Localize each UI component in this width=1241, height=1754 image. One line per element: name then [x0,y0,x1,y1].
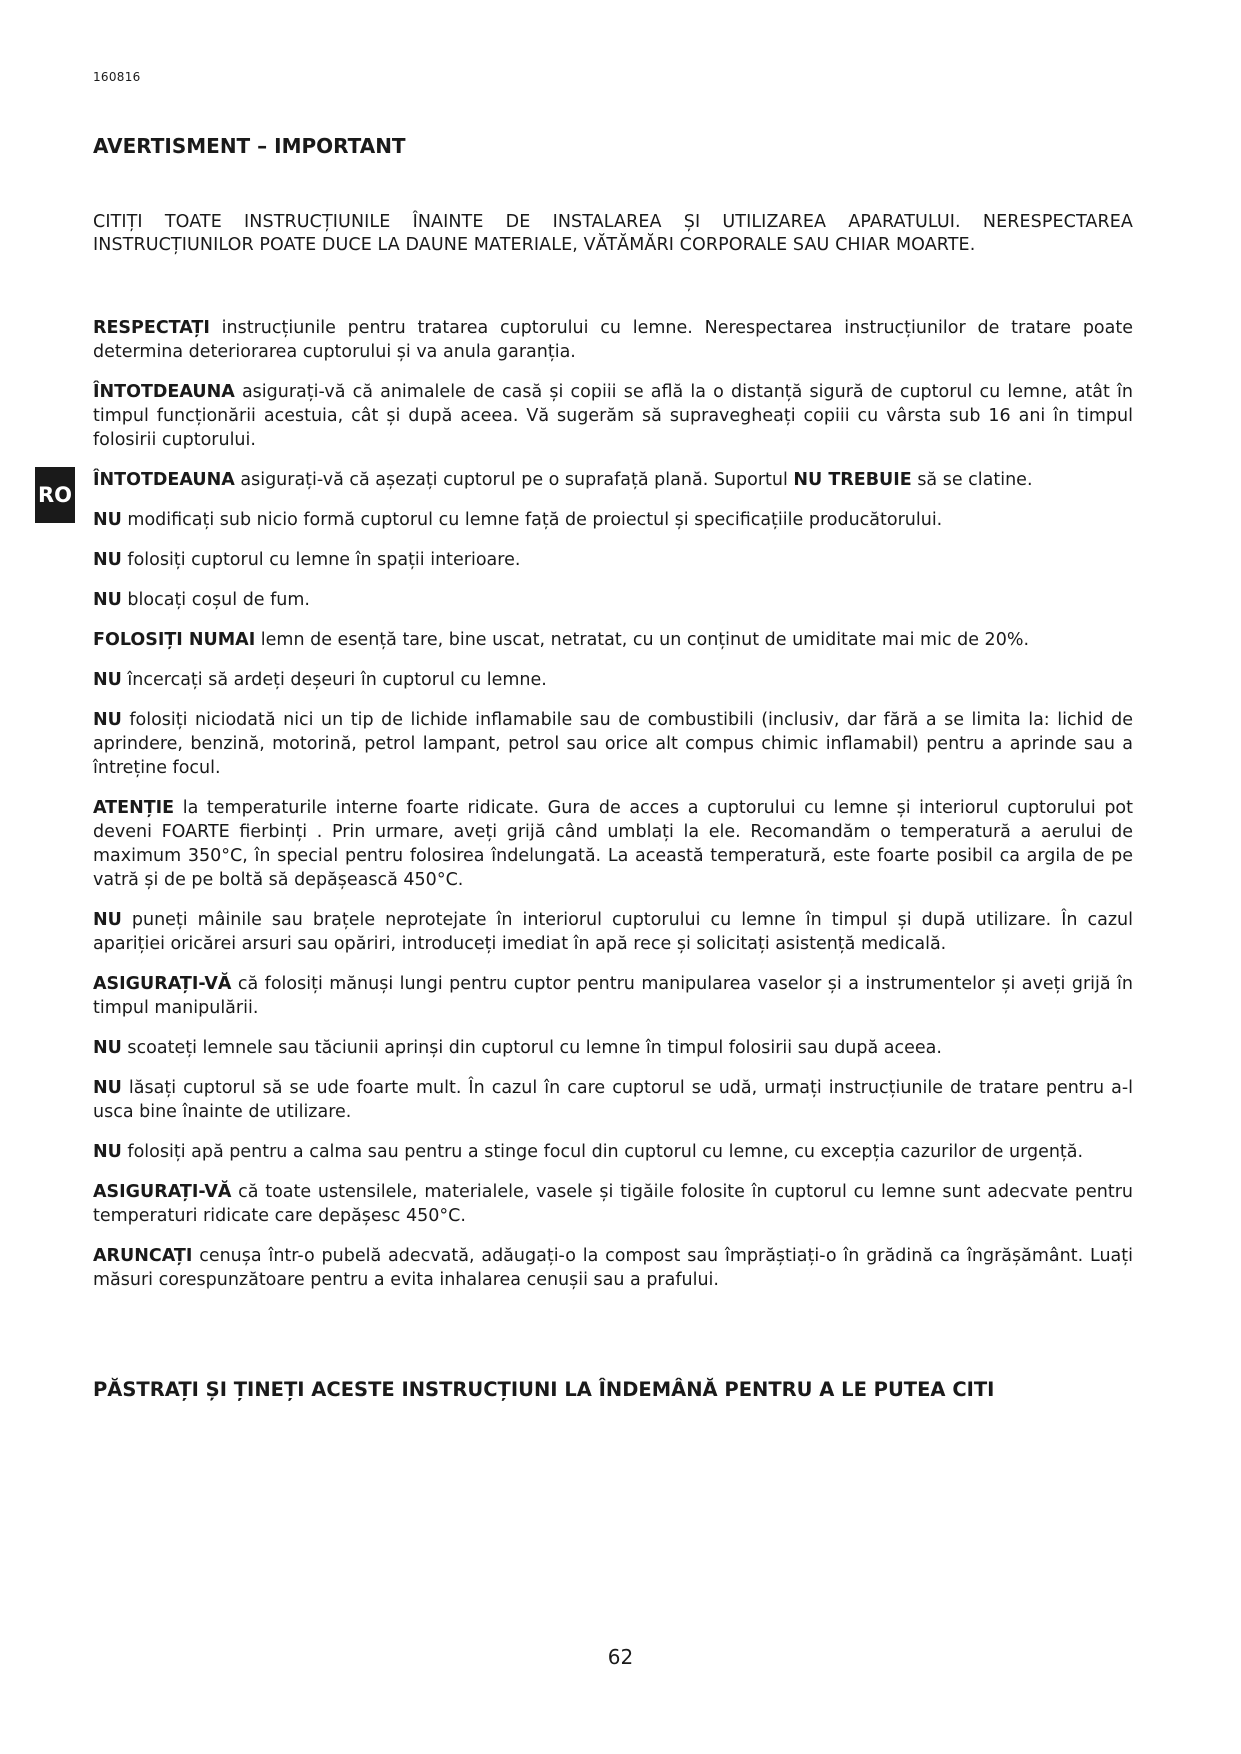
warning-text: asigurați-vă că așezați cuptorul pe o suprafață plană. Suportul [234,470,794,490]
warning-item [93,668,1133,692]
warning-keyword: NU [93,670,122,690]
warning-text: blocați coșul de fum. [121,590,310,610]
warning-text: puneți mâinile sau brațele neprotejate în interiorul cuptorului cu lemne în timpul și după utilizare. În cazul apariției oricărei arsuri sau opăriri, introduceți imediat în apă rece și solicitați asistență medicală. [93,910,1133,954]
warning-keyword: NU TREBUIE [793,470,912,490]
document-code: 160816 [93,70,141,84]
warning-item [93,708,1133,780]
warning-item [93,1244,1133,1292]
warning-text: folosiți cuptorul cu lemne în spații interioare. [121,550,521,570]
warning-keyword: ASIGURAȚI-VĂ [93,974,232,994]
warning-keyword: NU [93,1038,122,1058]
warning-text: lemn de esență tare, bine uscat, netratat, cu un conținut de umiditate mai mic de 20%. [255,630,1030,650]
warning-text: lăsați cuptorul să se ude foarte mult. În cazul în care cuptorul se udă, urmați instrucțiunile de tratare pentru a-l usca bine înainte de utilizare. [93,1078,1133,1122]
warning-text: scoateți lemnele sau tăciunii aprinși din cuptorul cu lemne în timpul folosirii sau după aceea. [121,1038,942,1058]
warning-keyword: NU [93,1142,122,1162]
warning-text: folosiți apă pentru a calma sau pentru a stinge focul din cuptorul cu lemne, cu excepția cazurilor de urgență. [121,1142,1084,1162]
warning-keyword: NU [93,710,122,730]
warning-keyword: NU [93,510,122,530]
warning-text: încercați să ardeți deșeuri în cuptorul cu lemne. [121,670,547,690]
warning-text: că toate ustensilele, materialele, vasele și tigăile folosite în cuptorul cu lemne sunt adecvate pentru temperaturi ridicate care depășesc 450°C. [93,1182,1133,1226]
warning-item [93,1140,1133,1164]
warning-item [93,972,1133,1020]
warning-keyword: ASIGURAȚI-VĂ [93,1182,232,1202]
warning-text: folosiți niciodată nici un tip de lichide inflamabile sau de combustibili (inclusiv, dar fără a se limita la: lichid de aprindere, benzină, motorină, petrol lampant, petrol sau orice alt compus chimic inflamabil) pentru a aprinde sau a întreține focul. [93,710,1133,778]
warning-keyword: ÎNTOTDEAUNA [93,470,235,490]
intro-paragraph: CITIȚI TOATE INSTRUCȚIUNILE ÎNAINTE DE INSTALAREA ȘI UTILIZAREA APARATULUI. NERESPECTAREA INSTRUCȚIUNILOR POATE DUCE LA DAUNE MATERIALE, VĂTĂMĂRI CORPORALE SAU CHIAR MOARTE. [93,212,1133,255]
warning-keyword: NU [93,550,122,570]
warning-item [93,1180,1133,1228]
warning-text: să se clatine. [911,470,1033,490]
warning-keyword: ARUNCAȚI [93,1246,193,1266]
warning-keyword: NU [93,590,122,610]
warning-item [93,1076,1133,1124]
warning-text: cenușa într-o pubelă adecvată, adăugați-o la compost sau împrăștiați-o în grădină ca îngrășământ. Luați măsuri corespunzătoare pentru a evita inhalarea cenușii sau a prafului. [93,1246,1133,1290]
warning-text: instrucțiunile pentru tratarea cuptorului cu lemne. Nerespectarea instrucțiunilor de tratare poate determina deteriorarea cuptorului și va anula garanția. [93,318,1133,362]
warning-text: asigurați-vă că animalele de casă și copiii se află la o distanță sigură de cuptorul cu lemne, atât în timpul funcționării acestuia, cât și după aceea. Vă sugerăm să supravegheați copiii cu vârsta sub 16 ani în timpul folosirii cuptorului. [93,382,1133,450]
warnings-list [93,316,1133,1308]
warning-item [93,1036,1133,1060]
warning-item [93,588,1133,612]
language-tab: RO [35,467,75,523]
warning-item [93,316,1133,364]
warning-keyword: ÎNTOTDEAUNA [93,382,235,402]
warning-keyword: NU [93,1078,122,1098]
warning-text: la temperaturile interne foarte ridicate. Gura de acces a cuptorului cu lemne și interiorul cuptorului pot deveni FOARTE fierbinți . Prin urmare, aveți grijă când umblați la ele. Recomandăm o temperatură a aerului de maximum 350°C, în special pentru folosirea îndelungată. La această temperatură, este foarte posibil ca argila de pe vatră și de pe boltă să depășească 450°C. [93,798,1133,890]
warning-item [93,628,1133,652]
warning-item [93,796,1133,892]
warning-item [93,468,1133,492]
warning-text: că folosiți mănuși lungi pentru cuptor pentru manipularea vaselor și a instrumentelor și aveți grijă în timpul manipulării. [93,974,1133,1018]
warning-item [93,908,1133,956]
warning-keyword: FOLOSIȚI NUMAI [93,630,256,650]
warning-keyword: NU [93,910,122,930]
warning-item [93,508,1133,532]
keep-instructions-note: PĂSTRAȚI ȘI ȚINEȚI ACESTE INSTRUCȚIUNI LA ÎNDEMÂNĂ PENTRU A LE PUTEA CITI [93,1378,995,1401]
warning-item [93,380,1133,452]
warning-text: modificați sub nicio formă cuptorul cu lemne față de proiectul și specificațiile producătorului. [121,510,943,530]
warning-keyword: ATENȚIE [93,798,175,818]
page-title: AVERTISMENT – IMPORTANT [93,134,406,158]
warning-keyword: RESPECTAȚI [93,318,210,338]
page-number: 62 [607,1645,634,1669]
warning-item [93,548,1133,572]
